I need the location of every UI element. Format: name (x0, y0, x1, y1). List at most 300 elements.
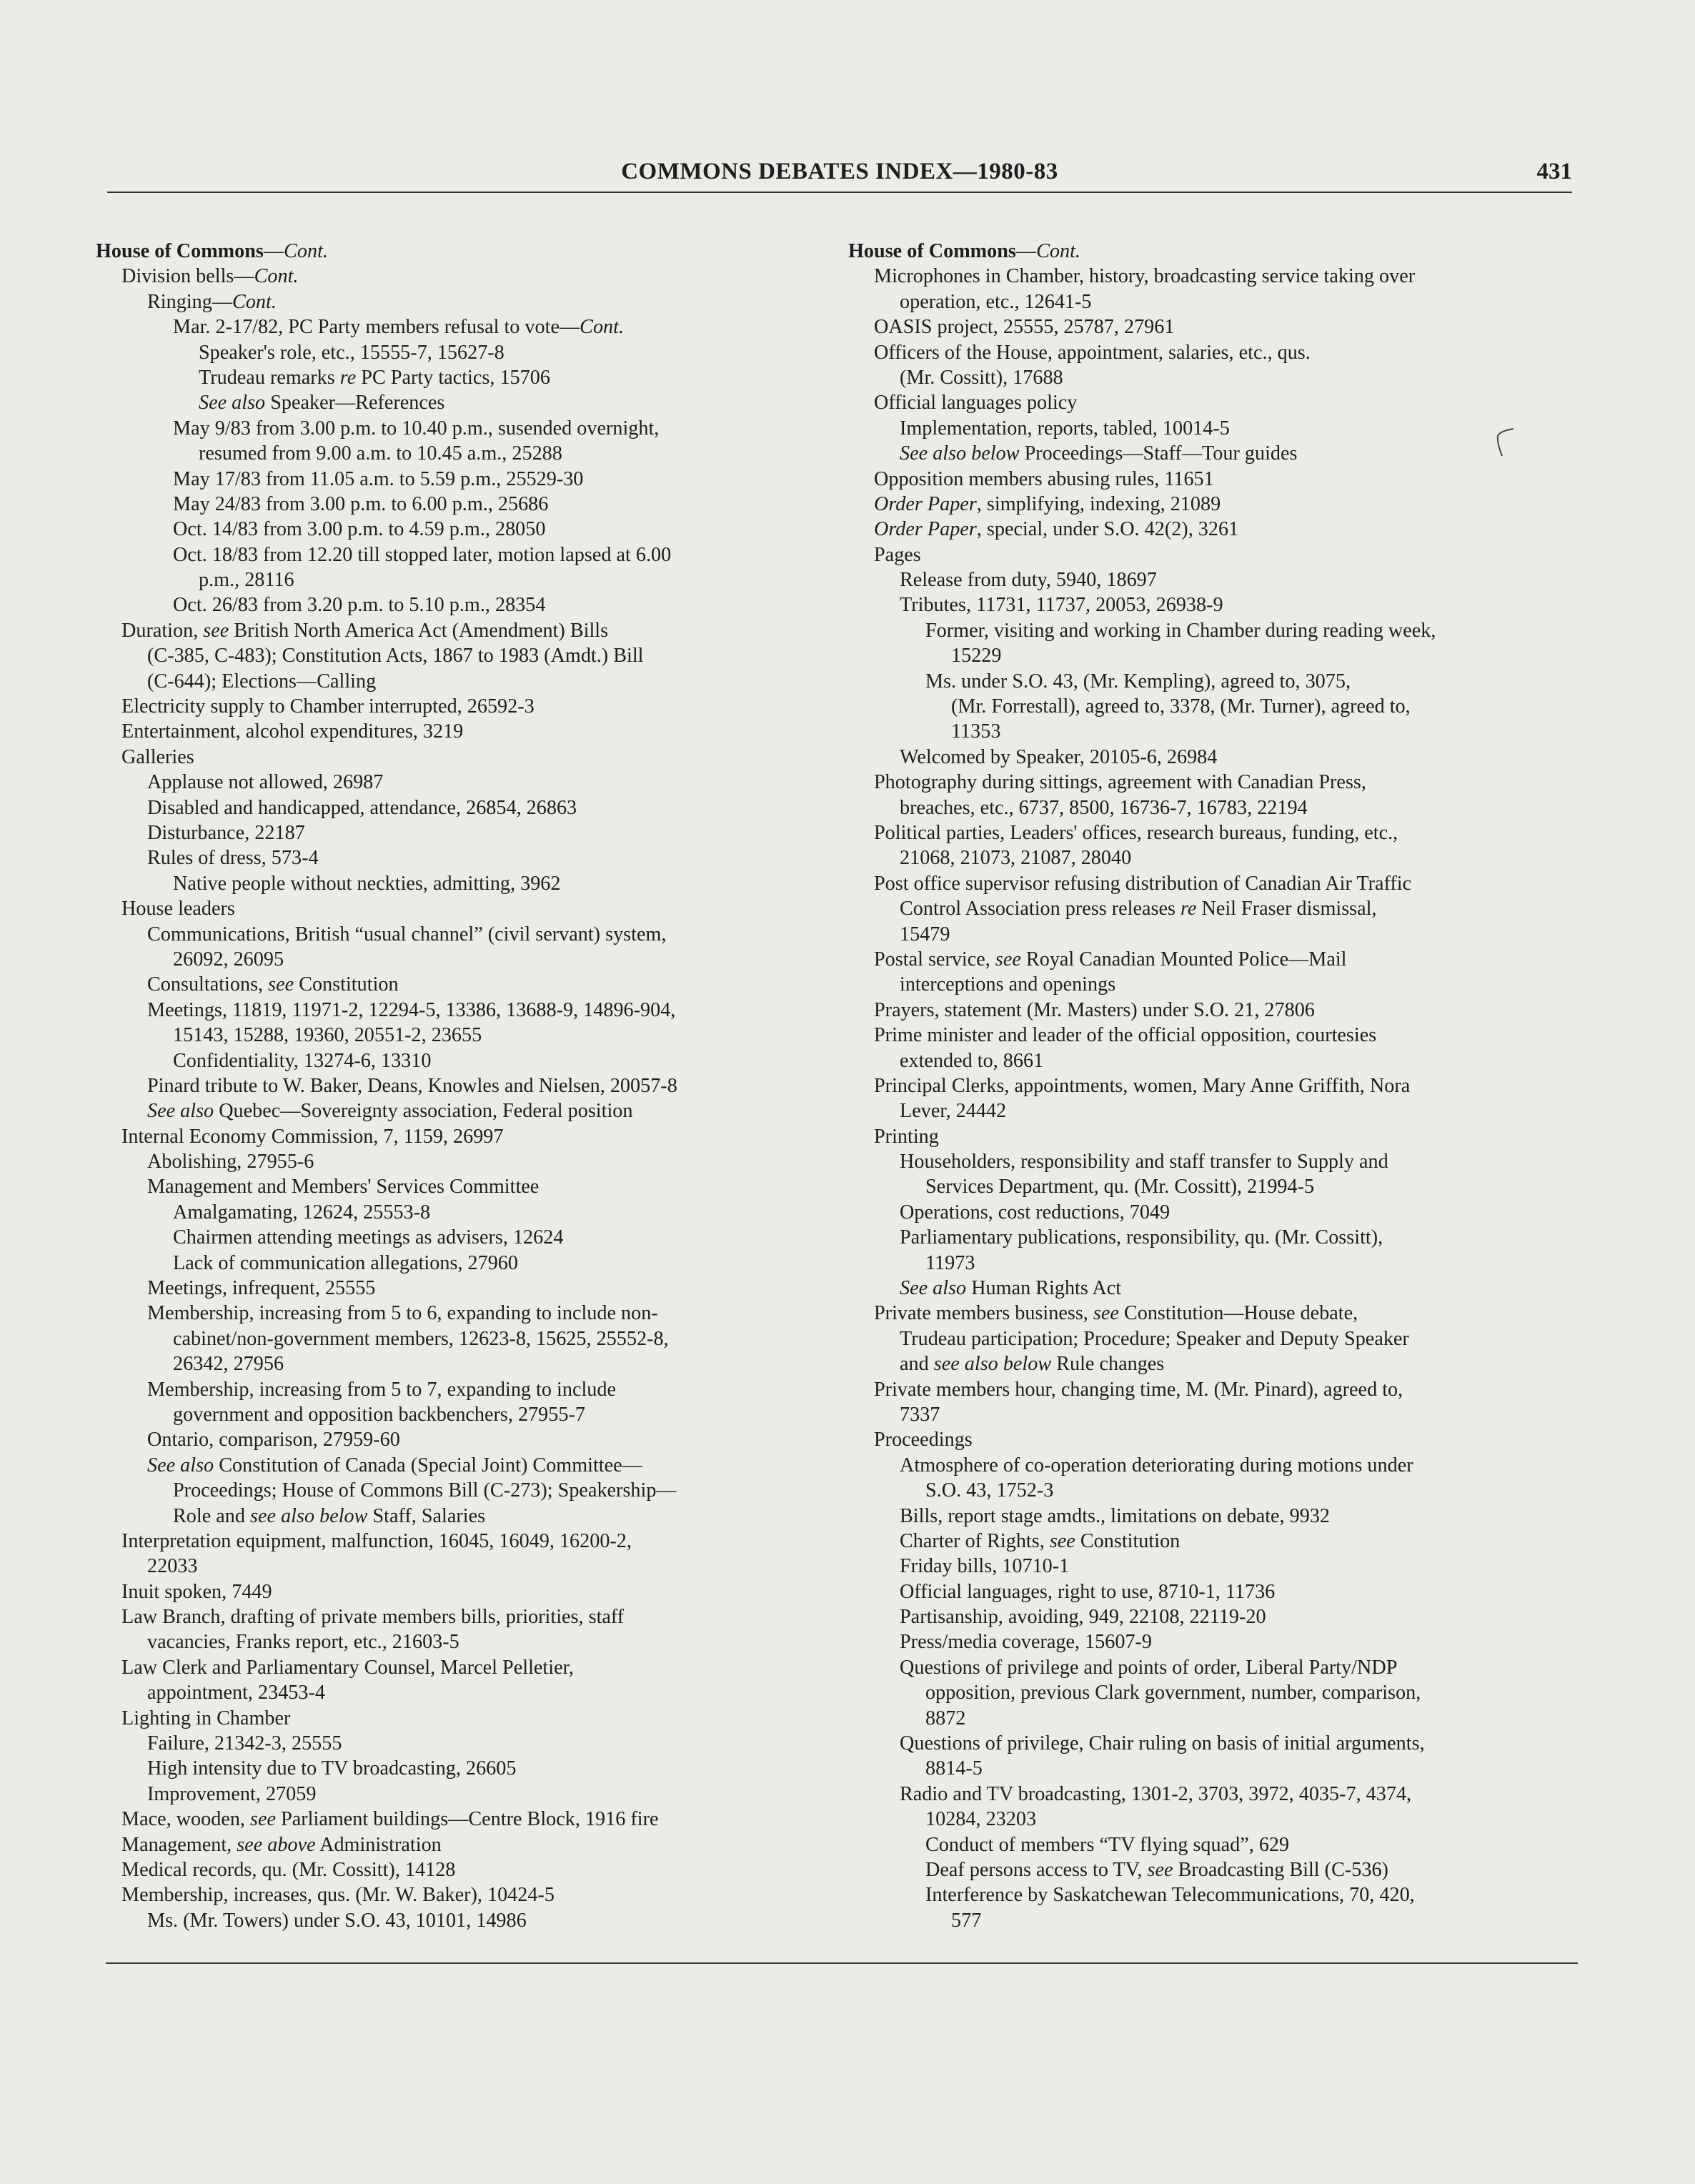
entry-text: Meetings, infrequent, 25555 (147, 1277, 376, 1300)
index-entry-line (848, 1098, 1584, 1123)
index-entry-line (96, 542, 817, 567)
entry-text: Political parties, Leaders' offices, research bureaus, funding, etc., (874, 821, 1398, 844)
entry-text: interceptions and openings (900, 973, 1116, 996)
entry-text: Proceedings—Staff—Tour guides (1019, 442, 1298, 465)
index-column-left (96, 239, 817, 1933)
index-entry-line (848, 289, 1584, 314)
index-entry-line (96, 239, 817, 264)
index-entry-line (848, 972, 1584, 997)
index-entry-line (848, 1908, 1584, 1933)
entry-text: 26342, 27956 (173, 1353, 284, 1376)
index-entry-line (96, 1680, 817, 1705)
index-entry-line (96, 1529, 817, 1554)
entry-italic: re (1180, 898, 1197, 920)
entry-text: Questions of privilege, Chair ruling on basis of initial arguments, (900, 1732, 1425, 1755)
index-entry-line (848, 441, 1584, 466)
entry-text: Constitution—House debate, (1118, 1302, 1358, 1325)
entry-text: 577 (951, 1909, 982, 1932)
entry-italic: see (1147, 1859, 1173, 1881)
index-entry-line (848, 1453, 1584, 1478)
index-entry-line (96, 694, 817, 719)
index-entry-line (96, 972, 817, 997)
entry-text: Proceedings; House of Commons Bill (C-273); Speakership— (173, 1479, 677, 1502)
index-entry-line (96, 669, 817, 694)
index-entry-line (96, 1706, 817, 1731)
entry-text: extended to, 8661 (900, 1049, 1044, 1072)
entry-text: Neil Fraser dismissal, (1196, 898, 1377, 920)
index-entry-line (96, 1857, 817, 1882)
index-entry-line (848, 1604, 1584, 1629)
entry-text: Press/media coverage, 15607-9 (900, 1631, 1153, 1654)
index-entry-line (96, 1629, 817, 1654)
entry-text: Constitution of Canada (Special Joint) Committee— (214, 1454, 642, 1476)
entry-text: 21068, 21073, 21087, 28040 (900, 847, 1132, 870)
entry-text: Management, (121, 1833, 237, 1856)
entry-text: Confidentiality, 13274-6, 13310 (173, 1049, 432, 1072)
index-entry-line (96, 1655, 817, 1680)
entry-text: Questions of privilege and points of order, Liberal Party/NDP (900, 1656, 1398, 1679)
entry-text: Law Clerk and Parliamentary Counsel, Marcel Pelletier, (121, 1656, 574, 1679)
entry-text: Trudeau remarks (199, 366, 340, 389)
entry-text: Membership, increasing from 5 to 7, expanding to include (147, 1378, 616, 1401)
entry-text: Conduct of members “TV flying squad”, 629 (925, 1833, 1290, 1856)
entry-text: Galleries (121, 745, 194, 768)
index-entry-line (96, 1807, 817, 1832)
entry-text: resumed from 9.00 a.m. to 10.45 a.m., 25288 (199, 442, 562, 465)
index-entry-line (96, 1098, 817, 1123)
entry-text: Prime minister and leader of the official opposition, courtesies (874, 1024, 1377, 1047)
index-entry-line (96, 1908, 817, 1933)
index-entry-line (848, 719, 1584, 744)
index-entry-line (96, 1251, 817, 1276)
index-entry-line (96, 1023, 817, 1048)
entry-text: 11353 (951, 720, 1001, 743)
entry-text: May 9/83 from 3.00 p.m. to 10.40 p.m., susended overnight, (173, 417, 660, 440)
entry-text: and (900, 1353, 934, 1376)
index-entry-line (96, 1326, 817, 1351)
entry-text: 10284, 23203 (925, 1808, 1037, 1831)
index-entry-line (848, 1073, 1584, 1098)
index-entry-line (96, 517, 817, 542)
entry-text: Lighting in Chamber (121, 1707, 291, 1729)
entry-text: Abolishing, 27955-6 (147, 1151, 314, 1173)
index-entry-line (848, 947, 1584, 972)
index-entry-line (96, 289, 817, 314)
index-entry-line (96, 492, 817, 517)
entry-italic: See also below (900, 442, 1020, 465)
entry-text: Native people without neckties, admitting, 3962 (173, 872, 561, 895)
entry-text: Trudeau participation; Procedure; Speaker and Deputy Speaker (900, 1327, 1409, 1350)
entry-text: Officers of the House, appointment, salaries, etc., qus. (874, 341, 1311, 364)
entry-text: Principal Clerks, appointments, women, Mary Anne Griffith, Nora (874, 1074, 1411, 1097)
entry-text: May 17/83 from 11.05 a.m. to 5.59 p.m., 25529-30 (173, 467, 584, 490)
index-entry-line (848, 567, 1584, 592)
entry-text: Householders, responsibility and staff transfer to Supply and (900, 1151, 1388, 1173)
entry-italic: re (339, 366, 357, 389)
entry-text: 11973 (925, 1251, 975, 1274)
entry-italic: Cont. (580, 316, 625, 339)
index-entry-line (848, 871, 1584, 896)
entry-text: (Mr. Forrestall), agreed to, 3378, (Mr. Turner), agreed to, (951, 695, 1411, 718)
entry-text: 22033 (147, 1555, 198, 1578)
index-entry-line (848, 1504, 1584, 1529)
entry-text: S.O. 43, 1752-3 (925, 1479, 1054, 1502)
entry-text: Operations, cost reductions, 7049 (900, 1201, 1170, 1223)
entry-text: Printing (874, 1125, 939, 1148)
index-entry-line (96, 390, 817, 415)
entry-text: Constitution (294, 973, 399, 996)
index-entry-line (848, 264, 1584, 289)
index-entry-line (848, 643, 1584, 668)
index-entry-line (848, 1756, 1584, 1781)
index-entry-line (848, 1351, 1584, 1376)
entry-text: government and opposition backbenchers, 27955-7 (173, 1403, 585, 1426)
index-entry-line (96, 467, 817, 492)
index-entry-line (848, 1529, 1584, 1554)
index-entry-line (848, 1023, 1584, 1048)
entry-text: May 24/83 from 3.00 p.m. to 6.00 p.m., 25686 (173, 492, 549, 515)
entry-text: Official languages policy (874, 392, 1078, 415)
entry-text: Interference by Saskatchewan Telecommunications, 70, 420, (925, 1884, 1415, 1907)
index-entry-line (96, 1504, 817, 1529)
entry-italic: Cont. (1036, 240, 1080, 262)
entry-text: Welcomed by Speaker, 20105-6, 26984 (900, 745, 1218, 768)
index-entry-line (96, 820, 817, 845)
entry-text: 15143, 15288, 19360, 20551-2, 23655 (173, 1024, 482, 1047)
entry-text: Deaf persons access to TV, (925, 1859, 1148, 1881)
entry-text: Photography during sittings, agreement with Canadian Press, (874, 771, 1366, 794)
entry-text: Improvement, 27059 (147, 1782, 317, 1805)
entry-text: Disabled and handicapped, attendance, 26854, 26863 (147, 796, 577, 819)
index-entry-line (848, 1579, 1584, 1604)
index-entry-line (848, 1149, 1584, 1174)
entry-text: Human Rights Act (966, 1277, 1122, 1300)
entry-italic: see above (237, 1833, 316, 1856)
index-entry-line (848, 390, 1584, 415)
index-entry-line (96, 1427, 817, 1452)
entry-text: Oct. 18/83 from 12.20 till stopped later, motion lapsed at 6.00 (173, 543, 672, 566)
entry-text: operation, etc., 12641-5 (900, 290, 1092, 313)
entry-text: 15229 (951, 645, 1002, 667)
index-entry-line (848, 1832, 1584, 1857)
index-entry-line (848, 1882, 1584, 1907)
entry-text: High intensity due to TV broadcasting, 26605 (147, 1757, 517, 1780)
index-entry-line (96, 365, 817, 390)
index-entry-line (848, 820, 1584, 845)
entry-text: — (263, 240, 284, 262)
pencil-mark-icon (1495, 426, 1518, 457)
entry-text: Internal Economy Commission, 7, 1159, 26997 (121, 1125, 504, 1148)
index-entry-line (96, 1200, 817, 1225)
index-entry-line (848, 1377, 1584, 1402)
entry-text: Membership, increasing from 5 to 6, expanding to include non- (147, 1302, 658, 1325)
index-entry-line (848, 770, 1584, 795)
entry-text: Pages (874, 543, 921, 566)
entry-text: Communications, British “usual channel” (civil servant) system, (147, 923, 667, 945)
index-entry-line (848, 416, 1584, 441)
index-entry-line (96, 896, 817, 921)
entry-text: OASIS project, 25555, 25787, 27961 (874, 316, 1175, 339)
index-entry-line (96, 1554, 817, 1579)
entry-italic: see (250, 1808, 277, 1831)
entry-text: Post office supervisor refusing distribution of Canadian Air Traffic (874, 872, 1412, 895)
index-entry-line (848, 365, 1584, 390)
index-entry-line (848, 1124, 1584, 1149)
index-entry-line (96, 567, 817, 592)
entry-text: , special, under S.O. 42(2), 3261 (976, 518, 1239, 541)
entry-text: Proceedings (874, 1429, 973, 1451)
entry-text: Partisanship, avoiding, 949, 22108, 22119-20 (900, 1606, 1266, 1629)
entry-text: (C-644); Elections—Calling (147, 670, 377, 693)
entry-italic: Cont. (254, 265, 299, 288)
entry-heading: House of Commons (848, 240, 1016, 262)
entry-heading: House of Commons (96, 240, 264, 262)
index-entry-line (848, 1200, 1584, 1225)
entry-italic: see also below (933, 1353, 1052, 1376)
entry-text: Microphones in Chamber, history, broadcasting service taking over (874, 265, 1416, 288)
index-entry-line (96, 1782, 817, 1807)
entry-text: Services Department, qu. (Mr. Cossitt), 21994-5 (925, 1176, 1315, 1198)
entry-text: Meetings, 11819, 11971-2, 12294-5, 13386, 13688-9, 14896-904, (147, 998, 676, 1021)
entry-text: Speaker's role, etc., 15555-7, 15627-8 (199, 341, 504, 364)
index-entry-line (848, 467, 1584, 492)
index-entry-line (96, 1604, 817, 1629)
index-entry-line (848, 1731, 1584, 1756)
entry-text: Royal Canadian Mounted Police—Mail (1020, 948, 1347, 971)
entry-italic: see (995, 948, 1021, 971)
index-entry-line (848, 1048, 1584, 1073)
index-entry-line (96, 1351, 817, 1376)
index-entry-line (96, 1149, 817, 1174)
entry-text: Ontario, comparison, 27959-60 (147, 1429, 400, 1451)
entry-text: Tributes, 11731, 11737, 20053, 26938-9 (900, 594, 1223, 617)
entry-text: (Mr. Cossitt), 17688 (900, 366, 1063, 389)
entry-text: Administration (315, 1833, 442, 1856)
index-entry-line (848, 1655, 1584, 1680)
entry-text: Medical records, qu. (Mr. Cossitt), 14128 (121, 1859, 456, 1881)
entry-text: Bills, report stage amdts., limitations on debate, 9932 (900, 1504, 1331, 1527)
entry-text: 15479 (900, 923, 950, 945)
entry-italic: Order Paper (874, 518, 977, 541)
entry-text: (C-385, C-483); Constitution Acts, 1867 to 1983 (Amdt.) Bill (147, 645, 644, 667)
index-entry-line (96, 1402, 817, 1427)
entry-text: Role and (173, 1504, 251, 1527)
index-entry-line (848, 1326, 1584, 1351)
index-entry-line (848, 1301, 1584, 1326)
index-entry-line (848, 1427, 1584, 1452)
index-entry-line (848, 1276, 1584, 1301)
entry-text: Implementation, reports, tabled, 10014-5 (900, 417, 1230, 440)
entry-text: cabinet/non-government members, 12623-8, 15625, 25552-8, (173, 1327, 669, 1350)
entry-text: Duration, (121, 619, 204, 642)
entry-text: Atmosphere of co-operation deteriorating during motions under (900, 1454, 1413, 1476)
entry-text: Speaker—References (265, 392, 445, 415)
index-entry-line (848, 618, 1584, 643)
index-entry-line (96, 1579, 817, 1604)
entry-text: Control Association press releases (900, 898, 1180, 920)
entry-text: Mar. 2-17/82, PC Party members refusal to vote— (173, 316, 580, 339)
index-entry-line (96, 1174, 817, 1199)
entry-italic: See also (900, 1277, 967, 1300)
entry-text: Lever, 24442 (900, 1100, 1007, 1123)
index-entry-line (848, 845, 1584, 870)
entry-text: Parliament buildings—Centre Block, 1916 fire (276, 1808, 659, 1831)
index-entry-line (96, 618, 817, 643)
index-entry-line (848, 314, 1584, 339)
entry-text: breaches, etc., 6737, 8500, 16736-7, 16783, 22194 (900, 796, 1308, 819)
page-number: 431 (1536, 159, 1572, 184)
entry-text: vacancies, Franks report, etc., 21603-5 (147, 1631, 459, 1654)
index-entry-line (848, 1857, 1584, 1882)
entry-italic: see (1049, 1529, 1075, 1552)
entry-text: Interpretation equipment, malfunction, 16045, 16049, 16200-2, (121, 1529, 632, 1552)
entry-text: 8872 (925, 1707, 966, 1729)
entry-text: Charter of Rights, (900, 1529, 1050, 1552)
index-entry-line (96, 871, 817, 896)
index-entry-line (848, 1251, 1584, 1276)
index-entry-line (848, 998, 1584, 1023)
index-entry-line (848, 1782, 1584, 1807)
entry-text: House leaders (121, 898, 235, 920)
entry-text: Rule changes (1051, 1353, 1165, 1376)
entry-text: Division bells— (121, 265, 254, 288)
entry-text: Electricity supply to Chamber interrupted, 26592-3 (121, 695, 535, 718)
entry-text: Entertainment, alcohol expenditures, 3219 (121, 720, 464, 743)
index-entry-line (96, 1048, 817, 1073)
index-entry-line (96, 441, 817, 466)
entry-text: opposition, previous Clark government, number, comparison, (925, 1682, 1421, 1704)
entry-text: PC Party tactics, 15706 (356, 366, 550, 389)
index-entry-line (848, 1629, 1584, 1654)
index-entry-line (96, 998, 817, 1023)
index-entry-line (848, 1478, 1584, 1503)
entry-text: Ms. under S.O. 43, (Mr. Kempling), agreed to, 3075, (925, 670, 1351, 693)
entry-text: , simplifying, indexing, 21089 (976, 492, 1221, 515)
entry-italic: See also (199, 392, 266, 415)
index-entry-line (848, 795, 1584, 820)
index-entry-line (96, 745, 817, 770)
entry-text: Former, visiting and working in Chamber during reading week, (925, 619, 1436, 642)
index-entry-line (96, 1301, 817, 1326)
entry-text: Postal service, (874, 948, 995, 971)
entry-text: 7337 (900, 1403, 940, 1426)
index-entry-line (96, 795, 817, 820)
index-entry-line (96, 1731, 817, 1756)
entry-italic: see (1093, 1302, 1119, 1325)
footer-rule (106, 1962, 1578, 1964)
index-entry-line (848, 1174, 1584, 1199)
entry-italic: see (203, 619, 229, 642)
entry-text: Inuit spoken, 7449 (121, 1580, 272, 1603)
index-entry-line (848, 1402, 1584, 1427)
entry-text: Opposition members abusing rules, 11651 (874, 467, 1214, 490)
index-entry-line (96, 1453, 817, 1478)
entry-text: Rules of dress, 573-4 (147, 847, 319, 870)
entry-text: Lack of communication allegations, 27960 (173, 1251, 518, 1274)
index-entry-line (96, 264, 817, 289)
entry-text: Applause not allowed, 26987 (147, 771, 384, 794)
entry-italic: See also (147, 1454, 214, 1476)
entry-text: Constitution (1075, 1529, 1180, 1552)
index-entry-line (96, 1882, 817, 1907)
index-entry-line (96, 592, 817, 617)
index-entry-line (96, 719, 817, 744)
index-entry-line (848, 694, 1584, 719)
index-entry-line (96, 947, 817, 972)
index-entry-line (848, 922, 1584, 947)
entry-text: Amalgamating, 12624, 25553-8 (173, 1201, 431, 1223)
index-column-right (848, 239, 1584, 1933)
index-entry-line (96, 314, 817, 339)
entry-text: Ms. (Mr. Towers) under S.O. 43, 10101, 14986 (147, 1909, 527, 1932)
entry-text: Disturbance, 22187 (147, 821, 305, 844)
entry-text: 8814-5 (925, 1757, 983, 1780)
index-entry-line (96, 1225, 817, 1250)
index-entry-line (96, 1073, 817, 1098)
entry-italic: see (268, 973, 294, 996)
page-header (107, 159, 1572, 194)
entry-text: Broadcasting Bill (C-536) (1173, 1859, 1388, 1881)
index-entry-line (848, 517, 1584, 542)
entry-italic: Order Paper (874, 492, 977, 515)
index-entry-line (848, 1225, 1584, 1250)
entry-italic: Cont. (232, 290, 277, 313)
entry-text: Quebec—Sovereignty association, Federal position (214, 1100, 633, 1123)
index-entry-line (848, 492, 1584, 517)
entry-text: Official languages, right to use, 8710-1, 11736 (900, 1580, 1276, 1603)
index-entry-line (96, 1276, 817, 1301)
entry-italic: see also below (250, 1504, 368, 1527)
index-entry-line (96, 770, 817, 795)
index-entry-line (96, 922, 817, 947)
entry-text: Mace, wooden, (121, 1808, 251, 1831)
entry-text: Consultations, (147, 973, 269, 996)
index-entry-line (96, 845, 817, 870)
entry-text: Private members hour, changing time, M. (Mr. Pinard), agreed to, (874, 1378, 1403, 1401)
index-entry-line (96, 1832, 817, 1857)
entry-text: British North America Act (Amendment) Bills (229, 619, 609, 642)
entry-text: Chairmen attending meetings as advisers, 12624 (173, 1226, 564, 1249)
entry-text: Radio and TV broadcasting, 1301-2, 3703, 3972, 4035-7, 4374, (900, 1782, 1412, 1805)
index-entry-line (848, 1554, 1584, 1579)
index-entry-line (848, 340, 1584, 365)
entry-italic: Cont. (284, 240, 328, 262)
index-entry-line (96, 1377, 817, 1402)
index-entry-line (848, 592, 1584, 617)
entry-text: Ringing— (147, 290, 233, 313)
running-title: COMMONS DEBATES INDEX—1980-83 (621, 159, 1058, 184)
entry-text: Pinard tribute to W. Baker, Deans, Knowles and Nielsen, 20057-8 (147, 1074, 677, 1097)
entry-text: Oct. 26/83 from 3.20 p.m. to 5.10 p.m., 28354 (173, 594, 546, 617)
entry-text: p.m., 28116 (199, 569, 294, 592)
entry-text: 26092, 26095 (173, 948, 284, 971)
index-entry-line (96, 1124, 817, 1149)
entry-italic: See also (147, 1100, 214, 1123)
index-entry-line (848, 1807, 1584, 1832)
index-entry-line (96, 1756, 817, 1781)
index-entry-line (848, 239, 1584, 264)
index-entry-line (96, 643, 817, 668)
header-rule (107, 192, 1572, 193)
entry-text: Staff, Salaries (367, 1504, 486, 1527)
entry-text: Prayers, statement (Mr. Masters) under S.O. 21, 27806 (874, 998, 1315, 1021)
entry-text: Release from duty, 5940, 18697 (900, 569, 1157, 592)
entry-text: Failure, 21342-3, 25555 (147, 1732, 342, 1755)
index-entry-line (96, 416, 817, 441)
index-entry-line (848, 542, 1584, 567)
index-entry-line (96, 340, 817, 365)
index-entry-line (848, 1706, 1584, 1731)
